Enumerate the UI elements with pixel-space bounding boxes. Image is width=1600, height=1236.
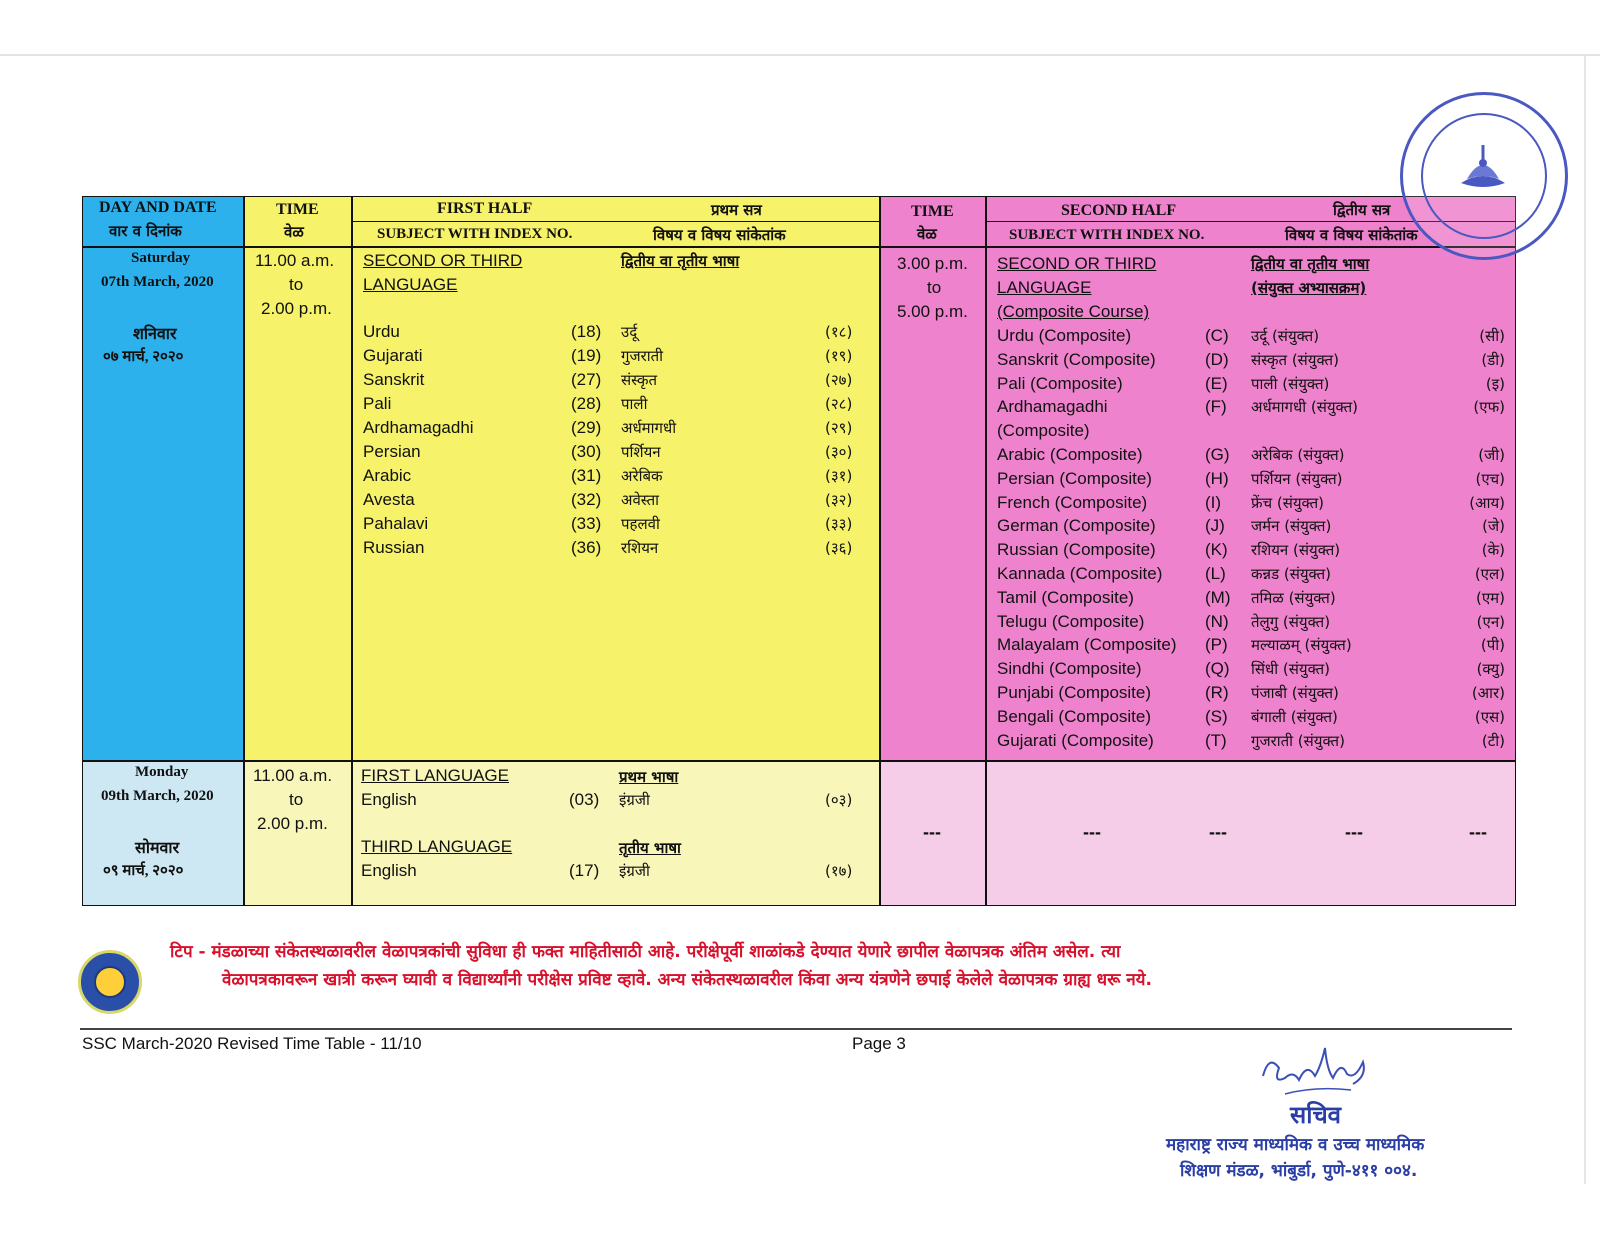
day1-first-heading-mr: द्वितीय वा तृतीय भाषा (621, 252, 740, 270)
subject-code: (H) (1205, 468, 1229, 488)
list-item (987, 564, 1517, 588)
subject-en: Avesta (363, 490, 415, 509)
list-item (987, 469, 1517, 493)
subject-mr: रशियन (621, 539, 659, 557)
subject-code: (29) (571, 418, 602, 437)
subject-en: Ardhamagadhi (997, 397, 1108, 417)
subject-mr: गुजराती (621, 347, 664, 365)
day1-second-heading-en-1: SECOND OR THIRD (997, 254, 1157, 273)
subject-en: Telugu (Composite) (997, 611, 1145, 631)
list-item (353, 418, 881, 442)
day1-second-list (987, 326, 1517, 754)
subject-en: Malayalam (Composite) (997, 635, 1177, 655)
subject-mr-code: (२७) (825, 371, 853, 389)
list-item (987, 540, 1517, 564)
subject-mr: रशियन (संयुक्त) (1251, 541, 1341, 560)
day2-day-en: Monday (135, 764, 189, 780)
header-first-half (352, 196, 880, 222)
subject-code: (33) (571, 514, 602, 533)
subject-mr: अर्धमागधी (621, 419, 677, 437)
subject-mr-code: (३२) (825, 491, 853, 509)
header-first-subject (352, 221, 880, 247)
list-item (987, 350, 1517, 374)
subject-en: (Composite) (997, 421, 1090, 441)
subject-en: Pahalavi (363, 514, 429, 533)
subject-en: Arabic (363, 466, 412, 485)
subject-code: (R) (1205, 682, 1229, 702)
day1-time-2-start: 3.00 p.m. (897, 254, 968, 273)
day1-time-2-end: 5.00 p.m. (897, 302, 968, 321)
subject-en: Punjabi (Composite) (997, 682, 1152, 702)
subject-en: Ardhamagadhi (363, 418, 474, 437)
day2-block1-heading-mr: प्रथम भाषा (619, 768, 679, 786)
list-item (987, 421, 1517, 445)
header-first-subject-en: SUBJECT WITH INDEX NO. (377, 226, 573, 242)
subject-code: (F) (1205, 397, 1227, 417)
subject-en: Tamil (Composite) (997, 587, 1134, 607)
subject-en: Gujarati (363, 346, 423, 365)
subject-mr: उर्दू (संयुक्त) (1251, 327, 1320, 345)
day1-time-1 (244, 247, 352, 761)
subject-mr: अर्धमागधी (संयुक्त) (1251, 398, 1358, 417)
subject-code: (I) (1205, 492, 1222, 512)
note-line-1: टिप - मंडळाच्या संकेतस्थळावरील वेळापत्रकांची सुविधा ही फक्त माहितीसाठी आहे. परीक्षेपूर्वी शाळांकडे देण्यात येणारे छापील वेळापत्रक अंतिम असेल. त्या (170, 942, 1121, 962)
subject-en: Arabic (Composite) (997, 444, 1143, 464)
day2-date-en: 09th March, 2020 (101, 788, 214, 804)
list-item (987, 731, 1517, 755)
subject-en: Sanskrit (Composite) (997, 349, 1156, 369)
subject-en: French (Composite) (997, 492, 1148, 512)
subject-en: Urdu (363, 322, 400, 341)
day2-time-1 (244, 761, 352, 906)
note-line-2: वेळापत्रकावरून खात्री करून घ्यावी व विद्यार्थ्यांनी परीक्षेस प्रविष्ट व्हावे. अन्य संकेतस्थळावरील किंवा अन्य यंत्रणेने छपाई केलेले वेळापत्रक ग्राह्य धरू नये. (222, 970, 1152, 990)
day1-date-mr: ०७ मार्च, २०२० (103, 349, 184, 365)
day1-first-heading-en-2: LANGUAGE (363, 275, 458, 294)
subject-mr: संस्कृत (संयुक्त) (1251, 350, 1339, 369)
subject-mr: पहलवी (621, 515, 660, 533)
subject-mr-code: (०३) (825, 791, 853, 809)
subject-en: Urdu (Composite) (997, 326, 1132, 345)
subject-code: (S) (1205, 706, 1228, 726)
day2-time-1-start: 11.00 a.m. (253, 766, 333, 785)
list-item (353, 346, 881, 370)
day2-block2-heading-en: THIRD LANGUAGE (361, 837, 513, 856)
header-day-date-en: DAY AND DATE (99, 199, 217, 216)
day1-date-cell (82, 247, 244, 761)
subject-mr: इंग्रजी (619, 791, 650, 809)
subject-mr-code: (आर) (1471, 683, 1505, 702)
subject-mr-code: (पी) (1480, 636, 1505, 655)
subject-code: (D) (1205, 349, 1229, 369)
subject-mr-code: (के) (1481, 541, 1505, 560)
subject-mr: संस्कृत (621, 371, 658, 389)
subject-mr-code: (आय) (1469, 493, 1505, 512)
subject-mr: गुजराती (संयुक्त) (1251, 731, 1345, 750)
header-time-1 (244, 196, 352, 247)
subject-en: Persian (Composite) (997, 468, 1152, 488)
header-second-subject-en: SUBJECT WITH INDEX NO. (1009, 227, 1205, 243)
header-second-half-mr: द्वितीय सत्र (1333, 201, 1391, 219)
subject-mr-code: (इ) (1485, 374, 1505, 393)
board-address-line-2: शिक्षण मंडळ, भांबुर्डा, पुणे-४११ ००४. (1180, 1161, 1418, 1181)
day1-time-2-to: to (927, 278, 942, 297)
subject-en: Persian (363, 442, 421, 461)
subject-en: English (361, 861, 417, 880)
subject-en: Russian (Composite) (997, 540, 1156, 560)
subject-mr-code: (सी) (1479, 327, 1505, 345)
subject-code: (03) (569, 790, 600, 809)
subject-code: (E) (1205, 373, 1228, 393)
subject-mr-code: (क्यु) (1476, 660, 1505, 679)
day1-second-heading-en-3: (Composite Course) (997, 302, 1150, 321)
day2-first-half-subjects (352, 761, 880, 906)
subject-code: (Q) (1205, 659, 1230, 679)
day2-second-en-dash: --- (1083, 822, 1101, 842)
subject-mr-code: (एम) (1476, 588, 1505, 607)
day1-second-heading-mr-1: द्वितीय वा तृतीय भाषा (1251, 255, 1370, 273)
subject-mr-code: (१८) (825, 323, 853, 341)
subject-mr: अरेबिक (संयुक्त) (1251, 445, 1345, 464)
subject-en: Kannada (Composite) (997, 563, 1163, 583)
subject-mr-code: (३६) (825, 539, 853, 557)
subject-mr: उर्दू (621, 323, 638, 341)
day1-time-2 (880, 247, 986, 761)
day1-first-heading-en-1: SECOND OR THIRD (363, 251, 523, 270)
list-item (987, 493, 1517, 517)
subject-mr-code: (१७) (825, 862, 853, 880)
list-item (353, 490, 881, 514)
day2-day-mr: सोमवार (135, 840, 180, 857)
timetable (82, 196, 1516, 906)
subject-code: (32) (571, 490, 602, 509)
subject-mr: जर्मन (संयुक्त) (1251, 517, 1332, 536)
handwritten-signature (1255, 1040, 1375, 1102)
subject-mr-code: (२८) (825, 395, 853, 413)
day2-time-1-end: 2.00 p.m. (257, 814, 328, 833)
header-time-2-en: TIME (911, 203, 954, 220)
subject-mr: पाली (621, 395, 648, 413)
subject-code: (C) (1205, 326, 1229, 345)
day2-time-1-to: to (289, 790, 304, 809)
subject-en: German (Composite) (997, 516, 1156, 536)
subject-mr: कन्नड (संयुक्त) (1251, 564, 1331, 583)
list-item (353, 861, 881, 885)
subject-mr-code: (१९) (825, 347, 853, 365)
header-time-2-mr: वेळ (917, 225, 937, 243)
list-item (987, 659, 1517, 683)
subject-code: (K) (1205, 540, 1228, 560)
subject-mr: पर्शियन (621, 443, 661, 461)
board-seal-stamp (1400, 92, 1568, 260)
day2-block2-heading-mr: तृतीय भाषा (619, 839, 681, 857)
subject-code: (27) (571, 370, 602, 389)
header-time-2 (880, 196, 986, 247)
header-first-half-en: FIRST HALF (437, 200, 533, 217)
subject-mr: फ्रेंच (संयुक्त) (1251, 493, 1324, 512)
list-item (353, 322, 881, 346)
subject-mr-code: (३०) (825, 443, 853, 461)
subject-mr-code: (२९) (825, 419, 853, 437)
subject-code: (G) (1205, 444, 1230, 464)
subject-code: (J) (1205, 516, 1225, 536)
subject-en: Bengali (Composite) (997, 706, 1152, 726)
day2-date-cell (82, 761, 244, 906)
list-item (353, 466, 881, 490)
subject-mr: पाली (संयुक्त) (1251, 374, 1330, 393)
list-item (987, 516, 1517, 540)
subject-code: (31) (571, 466, 602, 485)
subject-mr: अवेस्ता (621, 491, 660, 509)
lotus-lamp-icon (1453, 139, 1513, 199)
subject-mr-code: (एन) (1476, 612, 1505, 631)
header-time-1-mr: वेळ (284, 223, 304, 241)
board-address-line-1: महाराष्ट्र राज्य माध्यमिक व उच्च माध्यमिक (1166, 1135, 1425, 1155)
day1-first-half-subjects (352, 247, 880, 761)
list-item (353, 394, 881, 418)
subject-mr-code: (३३) (825, 515, 853, 533)
subject-mr-code: (जे) (1482, 517, 1505, 536)
subject-mr: बंगाली (संयुक्त) (1251, 707, 1338, 726)
subject-code: (M) (1205, 587, 1231, 607)
day2-second-code-dash: --- (1209, 822, 1227, 842)
list-item (987, 374, 1517, 398)
day2-second-mr-dash: --- (1345, 822, 1363, 842)
subject-mr: इंग्रजी (619, 862, 650, 880)
subject-mr: तेलुगु (संयुक्त) (1251, 612, 1331, 631)
day2-time-2 (880, 761, 986, 906)
page-top-rule (0, 54, 1600, 56)
subject-mr-code: (एस) (1474, 707, 1505, 726)
list-item (353, 370, 881, 394)
day1-day-mr: शनिवार (133, 326, 177, 343)
header-day-date-mr: वार व दिनांक (109, 222, 182, 240)
subject-mr-code: (एफ) (1473, 398, 1505, 417)
subject-code: (30) (571, 442, 602, 461)
list-item (987, 635, 1517, 659)
subject-mr-code: (एल) (1474, 564, 1505, 583)
subject-en: Pali (Composite) (997, 373, 1123, 393)
subject-en: Sindhi (Composite) (997, 659, 1142, 679)
day1-date-en: 07th March, 2020 (101, 274, 214, 290)
subject-mr-code: (३१) (825, 467, 853, 485)
subject-mr: मल्याळम् (संयुक्त) (1251, 636, 1352, 655)
day2-block1-heading-en: FIRST LANGUAGE (361, 766, 509, 785)
subject-code: (36) (571, 538, 602, 557)
subject-code: (L) (1205, 563, 1226, 583)
subject-code: (28) (571, 394, 602, 413)
subject-en: Sanskrit (363, 370, 425, 389)
list-item (353, 442, 881, 466)
subject-en: English (361, 790, 417, 809)
day2-date-mr: ०९ मार्च, २०२० (103, 863, 184, 879)
subject-code: (T) (1205, 730, 1227, 750)
subject-en: Russian (363, 538, 425, 557)
subject-code: (N) (1205, 611, 1229, 631)
footer-rule (80, 1028, 1512, 1030)
day1-time-1-to: to (289, 275, 304, 294)
day1-second-heading-en-2: LANGUAGE (997, 278, 1092, 297)
subject-mr: सिंधी (संयुक्त) (1251, 660, 1331, 679)
subject-mr-code: (एच) (1475, 469, 1505, 488)
header-first-half-mr: प्रथम सत्र (711, 201, 762, 219)
header-day-date (82, 196, 244, 247)
list-item (987, 326, 1517, 350)
list-item (987, 397, 1517, 421)
subject-en: Gujarati (Composite) (997, 730, 1154, 750)
signatory-title: सचिव (1290, 1101, 1342, 1129)
day2-time-2-dash: --- (923, 822, 941, 842)
day1-day-en: Saturday (131, 250, 191, 266)
header-first-subject-mr: विषय व विषय सांकेतांक (653, 226, 786, 244)
day2-second-mcode-dash: --- (1469, 822, 1487, 842)
subject-mr: पर्शियन (संयुक्त) (1251, 469, 1343, 488)
subject-code: (18) (571, 322, 602, 341)
footer-document-title: SSC March-2020 Revised Time Table - 11/10 (82, 1034, 422, 1053)
header-second-subject-mr: विषय व विषय सांकेतांक (1285, 226, 1418, 244)
list-item (987, 612, 1517, 636)
list-item (987, 683, 1517, 707)
subject-mr-code: (जी) (1478, 445, 1505, 464)
list-item (353, 514, 881, 538)
page-right-rule (1584, 54, 1586, 1184)
day1-first-list (353, 322, 881, 562)
day1-second-half-subjects (986, 247, 1516, 761)
subject-code: (19) (571, 346, 602, 365)
subject-mr: पंजाबी (संयुक्त) (1251, 683, 1339, 702)
day1-time-1-start: 11.00 a.m. (255, 251, 335, 270)
subject-mr-code: (डी) (1481, 350, 1505, 369)
list-item (987, 707, 1517, 731)
subject-code: (17) (569, 861, 600, 880)
header-second-half-en: SECOND HALF (1061, 202, 1177, 219)
list-item (987, 445, 1517, 469)
list-item (353, 538, 881, 562)
footer-page-number: Page 3 (852, 1034, 906, 1053)
subject-mr-code: (टी) (1481, 731, 1505, 750)
list-item (987, 588, 1517, 612)
day2-second-half-subjects (986, 761, 1516, 906)
subject-mr: अरेबिक (621, 467, 663, 485)
day1-second-heading-mr-2: (संयुक्त अभ्यासक्रम) (1251, 279, 1367, 297)
header-time-1-en: TIME (276, 201, 319, 218)
list-item (353, 790, 881, 814)
subject-en: Pali (363, 394, 392, 413)
day1-time-1-end: 2.00 p.m. (261, 299, 332, 318)
subject-code: (P) (1205, 635, 1228, 655)
subject-mr: तमिळ (संयुक्त) (1251, 588, 1336, 607)
board-logo-icon (78, 950, 142, 1014)
